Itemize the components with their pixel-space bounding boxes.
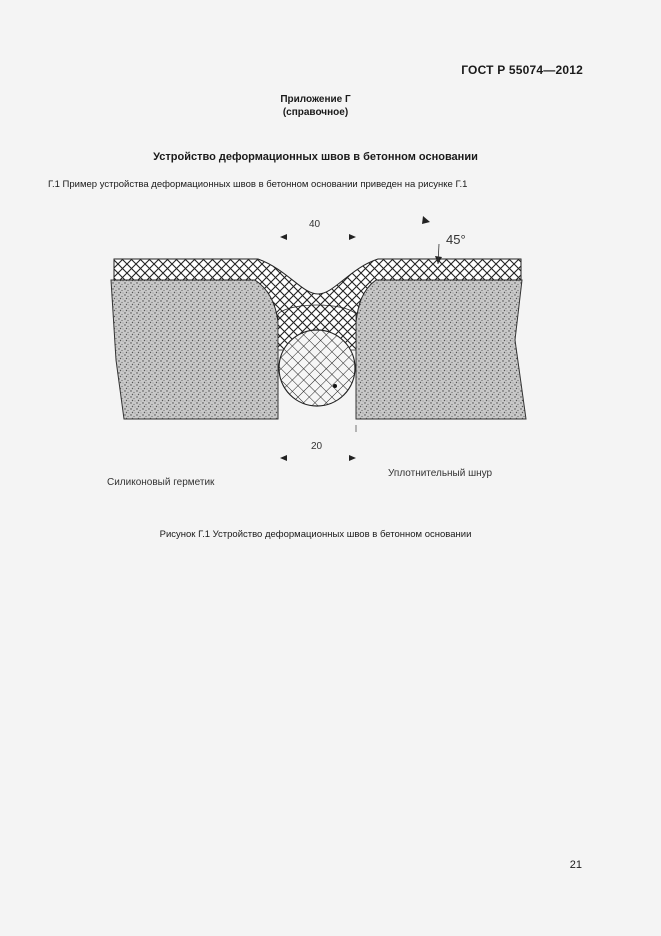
- angle-arrow-upper: [422, 216, 430, 224]
- standard-number: ГОСТ Р 55074—2012: [461, 63, 583, 77]
- sealant-label: Силиконовый герметик: [107, 477, 215, 488]
- appendix-heading: [0, 93, 631, 119]
- cord-marker: [333, 384, 337, 388]
- backer-rod-cord: [279, 330, 355, 406]
- section-title: Устройство деформационных швов в бетонном основании: [153, 151, 478, 163]
- page-number: 21: [569, 859, 582, 871]
- concrete-slab-left: [111, 280, 278, 419]
- appendix-title: Приложение Г: [280, 94, 351, 105]
- appendix-type: (справочное): [282, 107, 349, 118]
- dim-bottom-arrow-right: [349, 455, 356, 461]
- dim-top-arrow-left: [280, 234, 287, 240]
- angle-label: 45°: [446, 232, 466, 247]
- joint-figure: [100, 210, 540, 490]
- intro-paragraph: Г.1 Пример устройства деформационных швов в бетонном основании приведен на рисунке Г.1: [48, 179, 468, 190]
- cord-label: Уплотнительный шнур: [388, 468, 493, 479]
- dim-bottom-arrow-left: [280, 455, 287, 461]
- dimension-bottom-label: 20: [311, 441, 323, 452]
- dimension-top-label: 40: [309, 219, 321, 230]
- concrete-slab-right: [356, 280, 526, 419]
- figure-caption: Рисунок Г.1 Устройство деформационных швов в бетонном основании: [159, 529, 472, 540]
- dim-top-arrow-right: [349, 234, 356, 240]
